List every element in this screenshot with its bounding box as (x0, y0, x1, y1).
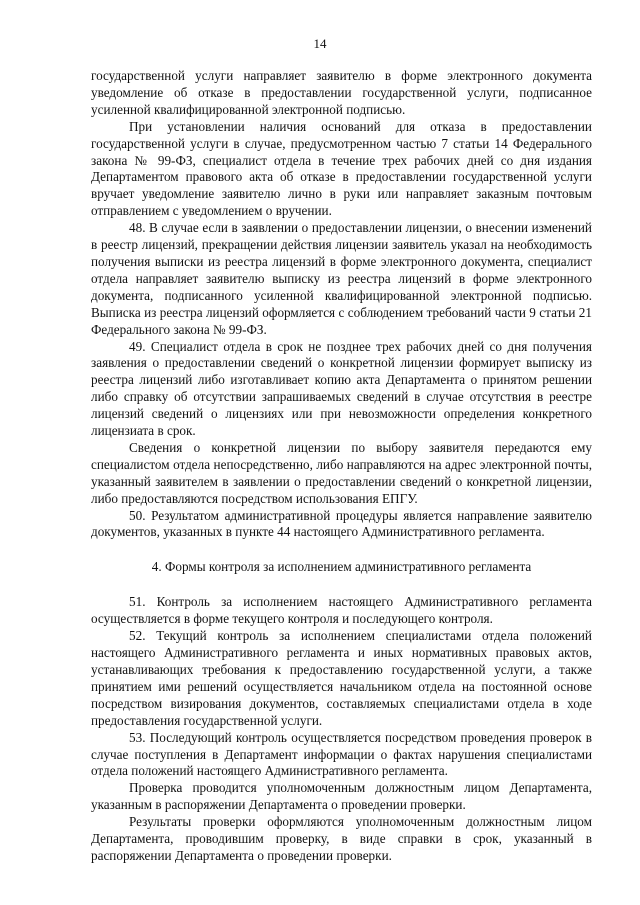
paragraph-52: 52. Текущий контроль за исполнением специалистами отдела положений настоящего Административного регламента и иных нормативных правовых актов, устанавливающих требования к предоставлению государственной услуги, а также принятием ими решений осуществляется начальником отдела на постоянной основе посредством визирования документов, составляемых специалистами отдела в ходе предоставления государственной услуги. (91, 628, 592, 728)
paragraph-53: 53. Последующий контроль осуществляется посредством проведения проверок в случае поступления в Департамент информации о фактах нарушения специалистами отдела положений настоящего Административного регламента. (91, 729, 592, 779)
paragraph-refusal-notice: При установлении наличия оснований для отказа в предоставлении государственной услуги в случае, предусмотренном частью 7 статьи 14 Федерального закона № 99-ФЗ, специалист отдела в течение трех рабочих дней со дня издания Департаментом правового акта об отказе в предоставлении государственной услуги вручает уведомление заявителю лично в руки или направляет заказным почтовым отправлением с уведомлением о вручении. (91, 118, 592, 219)
page-number: 14 (313, 36, 327, 51)
section-heading: 4. Формы контроля за исполнением административного регламента (151, 559, 532, 575)
paragraph-50: 50. Результатом административной процедуры является направление заявителю документов, указанных в пункте 44 настоящего Административного регламента. (91, 507, 592, 540)
paragraph-48: 48. В случае если в заявлении о предоставлении лицензии, о внесении изменений в реестр лицензий, прекращении действия лицензии заявитель указал на необходимость получения выписки из реестра лицензий в форме электронного документа, специалист отдела направляет заявителю выписку из реестра лицензий в форме электронного документа, подписанного усиленной квалифицированной электронной подписью. Выписка из реестра лицензий оформляется с соблюдением требований части 9 статьи 21 Федерального закона № 99-ФЗ. (91, 220, 592, 337)
paragraph-continuation: государственной услуги направляет заявителю в форме электронного документа уведомление об отказе в предоставлении государственной услуги, подписанное усиленной квалифицированной электронной подписью. (91, 68, 592, 117)
paragraph-inspection-results: Результаты проверки оформляются уполномоченным должностным лицом Департамента, проводившим проверку, в виде справки в срок, указанный в распоряжении Департамента о проведении проверки. (91, 814, 592, 863)
paragraph-license-info: Сведения о конкретной лицензии по выбору заявителя передаются ему специалистом отдела непосредственно, либо направляются на адрес электронной почты, указанный заявителем в заявлении о предоставлении сведений о конкретной лицензии, либо предоставляются посредством использования ЕПГУ. (91, 439, 592, 506)
paragraph-inspection: Проверка проводится уполномоченным должностным лицом Департамента, указанным в распоряжении Департамента о проведении проверки. (91, 780, 592, 813)
paragraph-49: 49. Специалист отдела в срок не позднее трех рабочих дней со дня получения заявления о предоставлении сведений о конкретной лицензии формирует выписку из реестра лицензий либо изготавливает копию акта Департамента о принятом решении либо справку об отсутствии запрашиваемых сведений в случае отсутствия в реестре лицензий сведений о лицензиях или при невозможности определения конкретного лицензиата в срок. (91, 338, 592, 439)
paragraph-51: 51. Контроль за исполнением настоящего Административного регламента осуществляется в форме текущего контроля и последующего контроля. (91, 594, 592, 627)
document-body (91, 68, 592, 865)
